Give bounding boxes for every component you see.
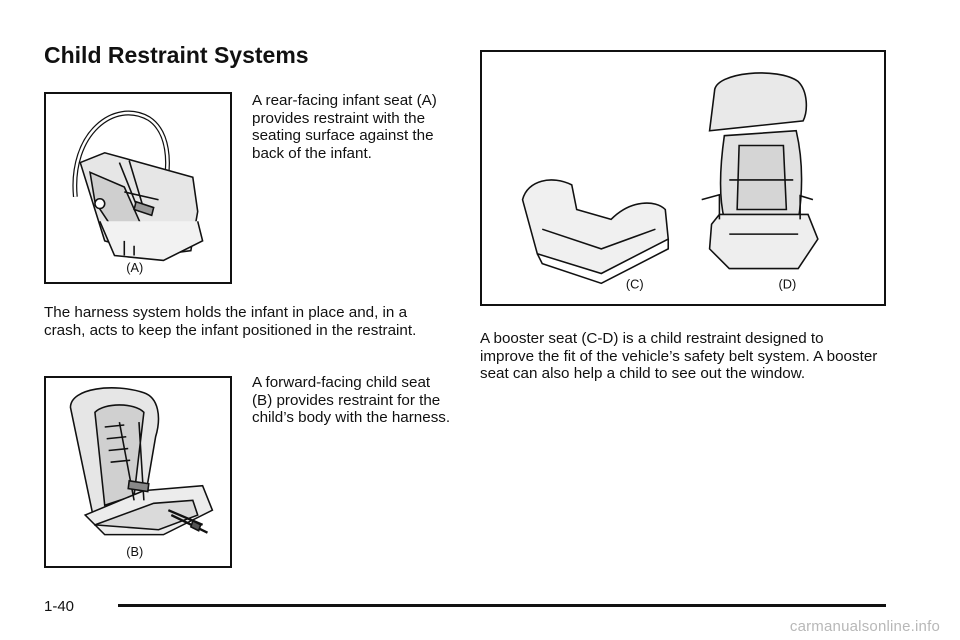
figure-label-b: (B) (126, 544, 144, 560)
booster-seat-figure (480, 50, 886, 306)
footer-rule (118, 604, 886, 607)
booster-seat-paragraph: A booster seat (C-D) is a child restraint designed to improve the fit of the vehicle’s safety belt system. A booster seat can also help a child to see out the window. (480, 330, 878, 382)
page-title: Child Restraint Systems (44, 42, 309, 68)
page-number: 1-40 (44, 598, 75, 615)
watermark-text[interactable]: carmanualsonline.info (789, 618, 940, 635)
figure-label-a: (A) (126, 260, 144, 276)
booster-seat-illustration (482, 52, 884, 304)
figure-label-c: (C) (625, 276, 644, 292)
harness-paragraph: The harness system holds the infant in place and, in a crash, acts to keep the infant positioned in the restraint. (44, 304, 417, 339)
infant-seat-paragraph: A rear-facing infant seat (A) provides restraint with the seating surface against the back of the infant. (252, 92, 437, 162)
infant-seat-figure (44, 92, 232, 284)
forward-seat-illustration (46, 378, 230, 566)
forward-seat-figure (44, 376, 232, 568)
figure-label-d: (D) (778, 276, 797, 292)
infant-seat-illustration (46, 94, 230, 282)
forward-seat-paragraph: A forward-facing child seat (B) provides restraint for the child’s body with the harness. (252, 374, 451, 426)
